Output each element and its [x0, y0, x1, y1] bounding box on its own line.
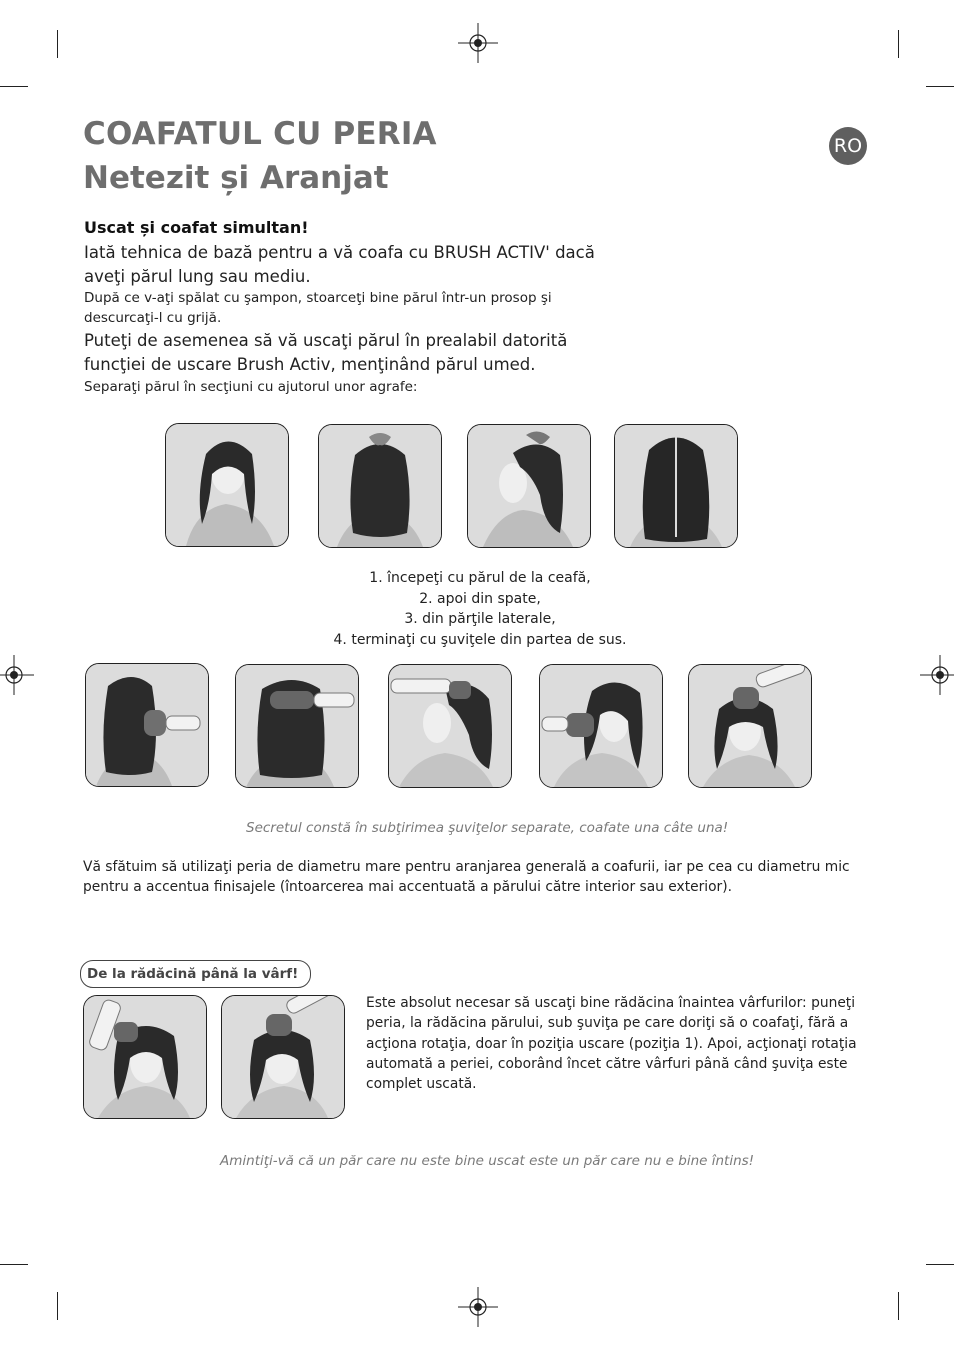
crop-mark: [898, 1292, 899, 1320]
illustration-side-clipped-hair: [467, 424, 591, 548]
illustration-brush-top: [688, 664, 812, 788]
step-item: 2. apoi din spate,: [419, 590, 541, 607]
crop-mark: [57, 1292, 58, 1320]
registration-mark-icon: [458, 23, 498, 63]
steps-list: [300, 568, 660, 650]
registration-mark-icon: [920, 655, 954, 695]
intro-text: Separaţi părul în secţiuni cu ajutorul unor agrafe:: [84, 379, 418, 395]
crop-mark: [898, 30, 899, 58]
illustration-back-parted-hair: [614, 424, 738, 548]
reminder-note: Amintiţi-vă că un păr care nu este bine uscat este un păr care nu e bine întins!: [220, 1153, 755, 1169]
illustration-brush-side-face: [539, 664, 663, 788]
page-subtitle: Netezit și Aranjat: [83, 160, 389, 196]
crop-mark: [926, 1264, 954, 1265]
language-badge: RO: [829, 127, 867, 165]
crop-mark: [926, 86, 954, 87]
registration-mark-icon: [0, 655, 34, 695]
intro-heading: Uscat și coafat simultan!: [84, 218, 309, 237]
illustration-root-to-tips: [221, 995, 345, 1119]
crop-mark: [0, 1264, 28, 1265]
registration-mark-icon: [458, 1287, 498, 1327]
root-section-text: Este absolut necesar să uscaţi bine rădăcina înaintea vârfurilor: puneţi peria, la rădăcina părului, sub şuviţa pe care doriţi să o coafaţi, fără a acţiona rotaţia, doar în poziţia uscare (poziţia 1). Apoi, acţionaţi rotaţia automată a periei, coborând încet către vârfuri până când şuviţa este complet uscată.: [366, 995, 857, 1093]
crop-mark: [57, 30, 58, 58]
step-item: 4. terminaţi cu şuviţele din partea de sus.: [333, 631, 627, 648]
illustration-root-brushing: [83, 995, 207, 1119]
illustration-front-hair: [165, 423, 289, 547]
intro-text: Iată tehnica de bază pentru a vă coafa cu BRUSH ACTIV' dacă aveţi părul lung sau mediu.: [84, 243, 595, 286]
root-section-label: De la rădăcină până la vârf!: [80, 960, 311, 988]
illustration-brush-side: [388, 664, 512, 788]
step-item: 3. din părţile laterale,: [404, 611, 556, 627]
intro-text: Puteţi de asemenea să vă uscaţi părul în prealabil datorită funcţiei de uscare Brush Activ, menţinând părul umed.: [84, 331, 568, 374]
crop-mark: [0, 86, 28, 87]
intro-text: După ce v-aţi spălat cu şampon, stoarceţi bine părul într-un prosop şi descurcaţi-l cu grijă.: [84, 290, 552, 326]
advice-paragraph: Vă sfătuim să utilizaţi peria de diametru mare pentru aranjarea generală a coafurii, iar pe cea cu diametru mic pentru a accentua finisajele (întoarcerea mai accentuată a părului către interior sau exterior).: [83, 859, 850, 895]
secret-note: Secretul constă în subţirimea şuviţelor separate, coafate una câte una!: [246, 820, 729, 836]
page-title: COAFATUL CU PERIA: [83, 116, 437, 152]
illustration-brush-nape: [85, 663, 209, 787]
illustration-back-clipped-hair: [318, 424, 442, 548]
illustration-brush-back: [235, 664, 359, 788]
step-item: 1. începeţi cu părul de la ceafă,: [369, 570, 591, 586]
